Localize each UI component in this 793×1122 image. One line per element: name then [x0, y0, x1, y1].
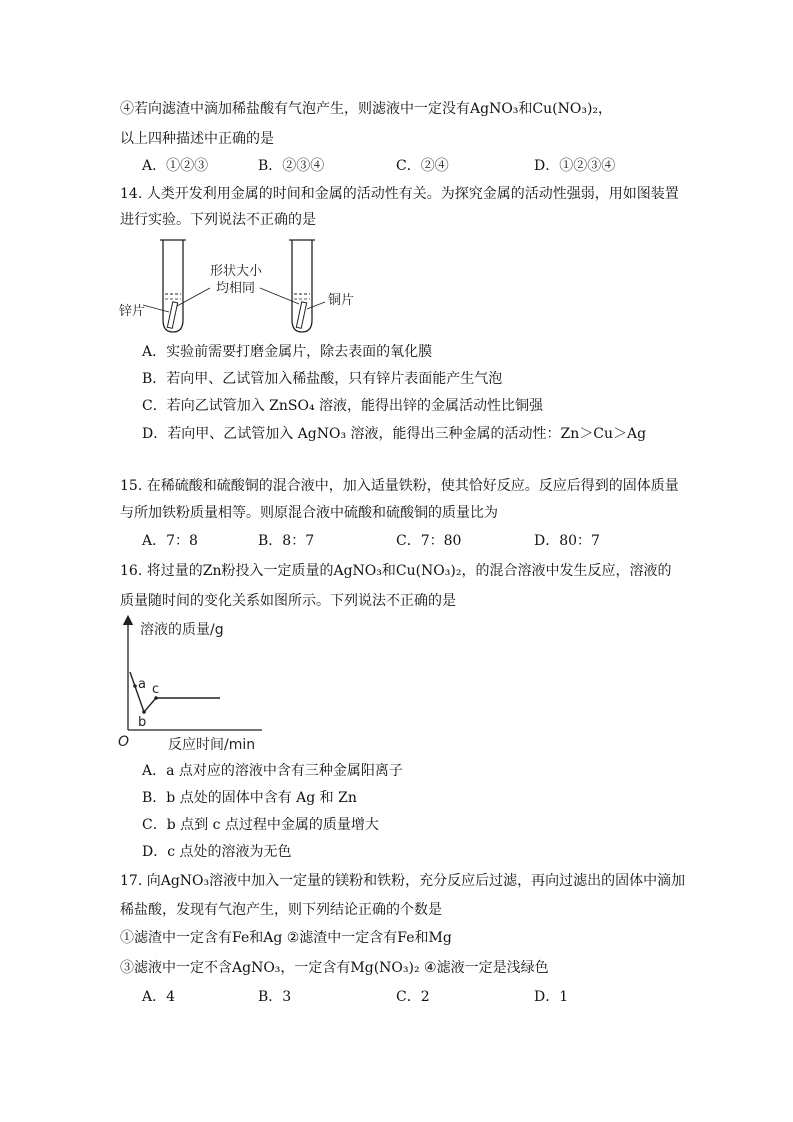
q17-statements-3-4: ③滤液中一定不含AgNO₃，一定含有Mg(NO₃)₂ ④滤液一定是浅绿色 [120, 960, 549, 976]
copper-strip [296, 302, 306, 328]
point-b-marker [142, 710, 146, 714]
test-tube-figure [115, 232, 375, 340]
point-a-marker [133, 684, 137, 688]
q17-stem-line-2: 稀盐酸，发现有气泡产生，则下列结论正确的个数是 [120, 902, 442, 918]
q14-option-d: D．若向甲、乙试管加入 AgNO₃ 溶液，能得出三种金属的活动性：Zn＞Cu＞Ag [142, 426, 647, 442]
point-b-label: b [138, 715, 147, 730]
q16-option-a: A．a 点对应的溶液中含有三种金属阳离子 [142, 763, 403, 779]
point-c-label: c [152, 682, 160, 697]
solution-mass-graph [112, 614, 282, 756]
q15-option-b: B．8：7 [258, 533, 315, 549]
y-axis-label: 溶液的质量/g [140, 622, 224, 638]
q14-option-b: B．若向甲、乙试管加入稀盐酸，只有锌片表面能产生气泡 [142, 371, 503, 387]
q17-statements-1-2: ①滤渣中一定含有Fe和Ag ②滤渣中一定含有Fe和Mg [120, 930, 452, 946]
q13-option-a: A．①②③ [142, 158, 209, 174]
q13-statement-4: ④若向滤渣中滴加稀盐酸有气泡产生，则滤液中一定没有AgNO₃和Cu(NO₃)₂， [120, 101, 613, 117]
copper-label: 铜片 [328, 293, 355, 308]
q15-option-d: D．80：7 [534, 533, 600, 549]
q16-stem-line-2: 质量随时间的变化关系如图所示。下列说法不正确的是 [120, 593, 456, 609]
point-a-label: a [138, 677, 146, 692]
q17-option-a: A．4 [142, 989, 176, 1005]
q17-option-d: D．1 [534, 989, 569, 1005]
q14-option-c: C．若向乙试管加入 ZnSO₄ 溶液，能得出锌的金属活动性比铜强 [142, 398, 544, 414]
zinc-strip [167, 302, 177, 328]
q16-option-b: B．b 点处的固体中含有 Ag 和 Zn [142, 790, 357, 806]
q15-option-a: A．7：8 [142, 533, 198, 549]
q13-option-d: D．①②③④ [534, 158, 616, 174]
q17-option-c: C．2 [396, 989, 430, 1005]
q14-option-a: A．实验前需要打磨金属片，除去表面的氧化膜 [142, 344, 433, 360]
q13-option-b: B．②③④ [258, 158, 325, 174]
q13-option-c: C．②④ [396, 158, 449, 174]
q17-option-b: B．3 [258, 989, 292, 1005]
q14-stem-line-1: 14. 人类开发利用金属的时间和金属的活动性有关。为探究金属的活动性强弱，用如图装置 [120, 186, 679, 202]
x-axis-label: 反应时间/min [168, 737, 256, 753]
zinc-label: 锌片 [119, 304, 146, 319]
q13-prompt: 以上四种描述中正确的是 [120, 131, 274, 147]
shape-label-1: 形状大小 [210, 264, 263, 279]
q15-stem-line-2: 与所加铁粉质量相等。则原混合液中硫酸和硫酸铜的质量比为 [120, 505, 498, 521]
q16-option-d: D．c 点处的溶液为无色 [142, 844, 292, 860]
q15-stem-line-1: 15. 在稀硫酸和硫酸铜的混合液中，加入适量铁粉，使其恰好反应。反应后得到的固体质量 [120, 478, 679, 494]
q17-stem-line-1: 17. 向AgNO₃溶液中加入一定量的镁粉和铁粉，充分反应后过滤，再向过滤出的固体中滴加 [120, 873, 686, 889]
q14-stem-line-2: 进行实验。下列说法不正确的是 [120, 212, 316, 228]
q16-option-c: C．b 点到 c 点过程中金属的质量增大 [142, 817, 379, 833]
origin-label: O [118, 734, 130, 750]
shape-label-2: 均相同 [216, 281, 256, 296]
q16-stem-line-1: 16. 将过量的Zn粉投入一定质量的AgNO₃和Cu(NO₃)₂，的混合溶液中发生反应，溶液的 [120, 563, 672, 579]
q15-option-c: C．7：80 [396, 533, 462, 549]
